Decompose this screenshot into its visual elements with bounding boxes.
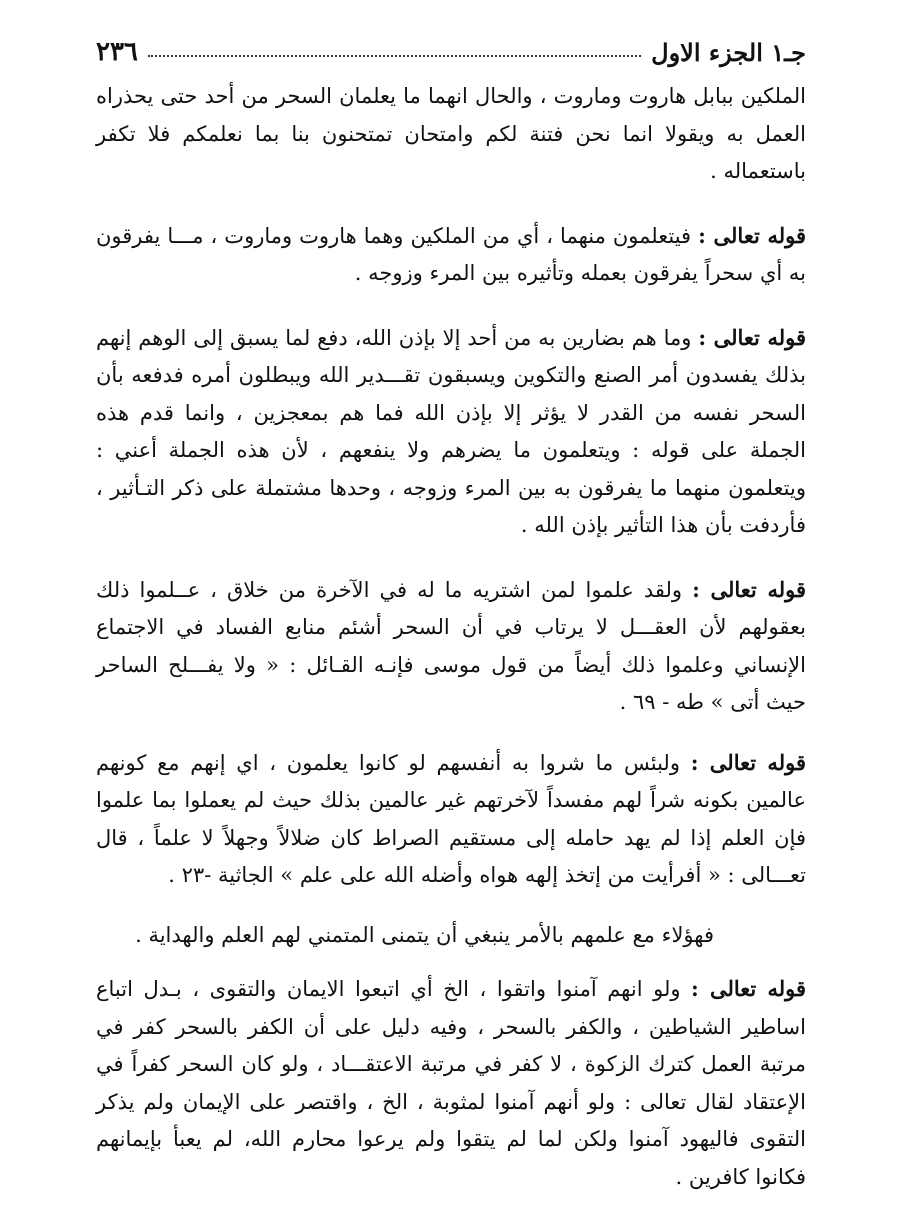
paragraph-gap (96, 191, 806, 217)
paragraph-6 (96, 917, 806, 955)
paragraph-text: الملكين ببابل هاروت وماروت ، والحال انهما ما يعلمان السحر من أحد حتى يحذراه العمل به ويقولا انما نحن فتنة لكم وامتحان تمتحنون بنا بما نعلمكم فلا تكفر باستعماله . (96, 84, 806, 183)
paragraph-lead: قوله تعالى : (691, 976, 806, 1001)
paragraph-lead: قوله تعالى : (690, 749, 806, 775)
paragraph-text: ولو انهم آمنوا واتقوا ، الخ أي اتبعوا الايمان والتقوى ، بـدل اتباع اساطير الشياطين ، والكفر بالسحر ، وفيه دليل على أن الكفر بالسحر كفر في مرتبة العمل كترك الزكوة ، لا كفر في مرتبة الاعتقـــاد ، ولو كان السحر كفراً في الإعتقاد لقال تعالى : ولو أنهم آمنوا لمثوبة ، الخ ، واقتصر على الإيمان ولم يذكر التقوى فاليهود آمنوا ولكن لما لم يتقوا ولم يرعوا محارم الله، لم يعبأ بإيمانهم فكانوا كافرين . (96, 977, 806, 1189)
page-header (96, 30, 806, 74)
paragraph-lead: قوله تعالى : (698, 324, 806, 350)
header-dotted-leader (148, 55, 641, 57)
paragraph-gap (96, 954, 806, 970)
paragraph-gap (96, 293, 806, 319)
paragraph-text: فهؤلاء مع علمهم بالأمر ينبغي أن يتمنى المتمني لهم العلم والهداية . (135, 922, 714, 947)
paragraph-1 (96, 78, 806, 191)
paragraph-7 (96, 970, 806, 1196)
paragraph-gap (96, 895, 806, 917)
paragraph-text: وما هم بضارين به من أحد إلا بإذن الله، دفع لما يسبق إلى الوهم إنهم بذلك يفسدون أمر الصنع والتكوين ويسبقون تقـــدير الله ويبطلون أمره فدفعه بأن السحر نفسه من القدر لا يؤثر إلا بإذن الله فما هم بمعجزين ، وانما قدم هذه الجملة على قوله : ويتعلمون ما يضرهم ولا ينفعهم ، لأن هذه الجملة أعني : ويتعلمون منهما ما يفرقون به بين المرء وزوجه ، وحدها مشتملة على ذكر التـأثير ، فأردفت بأن هذا التأثير بإذن الله . (96, 325, 806, 537)
paragraph-text: ولقد علموا لمن اشتريه ما له في الآخرة من خلاق ، عــلموا ذلك بعقولهم لأن العقـــل لا يرتاب في أن السحر أشئم منابع الفساد في الاجتماع الإنساني وعلموا ذلك أيضاً من قول موسى فإنـه القـائل : « ولا يفـــلح الساحر حيث أتى » طه - ٦٩ . (96, 577, 806, 714)
paragraph-lead: قوله تعالى : (692, 576, 806, 602)
paragraph-gap (96, 722, 806, 744)
paragraph-2 (96, 217, 806, 293)
page (96, 30, 806, 1196)
paragraph-text: فيتعلمون منهما ، أي من الملكين وهما هاروت وماروت ، مـــا يفرقون به أي سحراً يفرقون بعمله وتأثيره بين المرء وزوجه . (96, 223, 806, 285)
page-number: ٢٣٦ (96, 37, 138, 67)
paragraph-4 (96, 571, 806, 722)
paragraph-text: ولبئس ما شروا به أنفسهم لو كانوا يعلمون ، اي إنهم مع كونهم عالمين بكونه شراً لهم مفسداً لآخرتهم غير عالمين بذلك حيث لم يعملوا بما علموا فإن العلم إذا لم يهد حامله إلى مستقيم الصراط كان ضلالاً وجهلاً لا علماً ، قال تعـــالى : « أفرأيت من إتخذ إلهه هواه وأضله الله على علم » الجاثية -٢٣ . (96, 750, 806, 887)
paragraph-5 (96, 744, 806, 895)
paragraph-gap (96, 545, 806, 571)
paragraph-lead: قوله تعالى : (698, 222, 806, 248)
running-title: جـ١ الجزء الاول (651, 37, 806, 67)
paragraph-3 (96, 319, 806, 545)
